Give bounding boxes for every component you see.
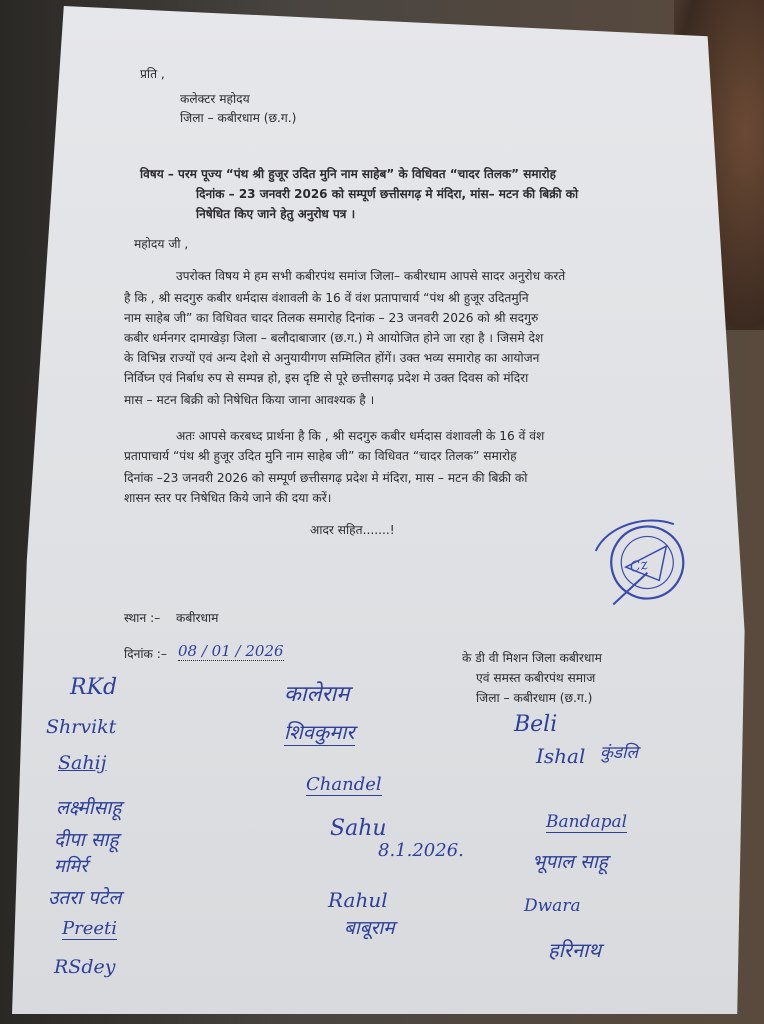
signature: कालेराम — [284, 682, 350, 707]
signature: हरिनाथ — [548, 938, 602, 962]
svg-text:Cz: Cz — [628, 556, 650, 577]
signature: RSdey — [54, 956, 116, 978]
signature: उतरा पटेल — [48, 887, 122, 909]
place-value: कबीरधाम — [176, 611, 219, 625]
sender-line-3: जिला – कबीरधाम (छ.ग.) — [476, 691, 593, 705]
signature: 8.1.2026. — [378, 840, 464, 861]
date-label: दिनांक :– — [124, 647, 167, 661]
para1-line: कबीर धर्मनगर दामाखेड़ा जिला – बलौदाबाजार (छ.ग.) मे आयोजित होने जा रहा है । जिसमे देश — [124, 331, 544, 345]
para1-line: है कि , श्री सदगुरु कबीर धर्मदास वंशावली के 16 वें वंश प्रतापाचार्य “पंथ श्री हुजूर उदितमुनि — [124, 291, 529, 305]
para2-line: प्रतापाचार्य “पंथ श्री हुजूर उदित मुनि नाम साहेब जी” का विधिवत “चादर तिलक” समारोह — [124, 449, 517, 463]
signature: कुंडलि — [600, 743, 639, 763]
para1-line: नाम साहेब जी” का विधिवत चादर तिलक समारोह दिनांक – 23 जनवरी 2026 को श्री सदगुरु — [124, 311, 539, 325]
para1-line: उपरोक्त विषय मे हम सभी कबीरपंथ समांज जिला– कबीरधाम आपसे सादर अनुरोध करते — [176, 269, 566, 283]
prati-label: प्रति , — [140, 67, 165, 81]
para1-line: मास – मटन बिक्री को निषेधित किया जाना आवश्यक है । — [124, 393, 375, 407]
addressee-line-1: कलेक्टर महोदय — [180, 92, 250, 106]
signature: शिवकुमार — [284, 720, 355, 744]
signature: Ishal — [536, 744, 586, 768]
sender-line-2: एवं समस्त कबीरपंथ समाज — [476, 671, 596, 685]
signature: Shrvikt — [46, 716, 117, 738]
signature: Chandel — [306, 774, 382, 795]
signature: Rahul — [328, 888, 388, 912]
signature: भूपाल साहू — [532, 851, 608, 873]
signature: Beli — [514, 712, 558, 737]
signature: लक्ष्मीसाहू — [56, 797, 122, 819]
signature: ममिर्र — [54, 856, 88, 877]
para1-line: निर्विघ्न एवं निर्बाध रुप से सम्पन्न हो, इस दृष्टि से पूरे छत्तीसगढ़ प्रदेश मे उक्त दिवस को मंदिरा — [124, 371, 529, 385]
signature: RKd — [70, 675, 118, 700]
salutation: महोदय जी , — [134, 237, 189, 251]
para2-line: दिनांक –23 जनवरी 2026 को सम्पूर्ण छत्तीसगढ़ प्रदेश मे मंदिरा, मास – मटन की बिक्री को — [124, 471, 528, 485]
para2-line: अतः आपसे करबध्द प्रार्थना है कि , श्री सदगुरु कबीर धर्मदास वंशावली के 16 वें वंश — [176, 429, 545, 443]
signature: Preeti — [62, 918, 118, 939]
signature: Sahij — [58, 752, 107, 774]
para2-line: शासन स्तर पर निषेधित किये जाने की दया करें। — [124, 491, 332, 505]
place-label: स्थान :– — [124, 611, 161, 625]
closing: आदर सहित.......! — [310, 523, 395, 537]
sender-line-1: के डी वी मिशन जिला कबीरधाम — [462, 651, 602, 665]
signature: दीपा साहू — [54, 829, 119, 851]
signature: Dwara — [524, 896, 581, 916]
date-value: 08 / 01 / 2026 — [178, 642, 284, 660]
signature: Sahu — [330, 816, 387, 841]
signature: बाबूराम — [344, 917, 395, 939]
subject-line-2: दिनांक – 23 जनवरी 2026 को सम्पूर्ण छत्तीसगढ़ मे मंदिरा, मांस– मटन की बिक्री को — [196, 187, 579, 201]
subject-line-3: निषेधित किए जाने हेतु अनुरोध पत्र । — [196, 207, 356, 221]
para1-line: के विभिन्न राज्यों एवं अन्य देशो से अनुयायीगण सम्मिलित होंगें। उक्त भव्य समारोह का आयोजन — [124, 351, 540, 365]
addressee-line-2: जिला – कबीरधाम (छ.ग.) — [180, 111, 297, 125]
subject-line-1: विषय – परम पूज्य “पंथ श्री हुजूर उदित मुनि नाम साहेब” के विधिवत “चादर तिलक” समारोह — [140, 167, 557, 181]
signature: Bandapal — [546, 812, 628, 832]
